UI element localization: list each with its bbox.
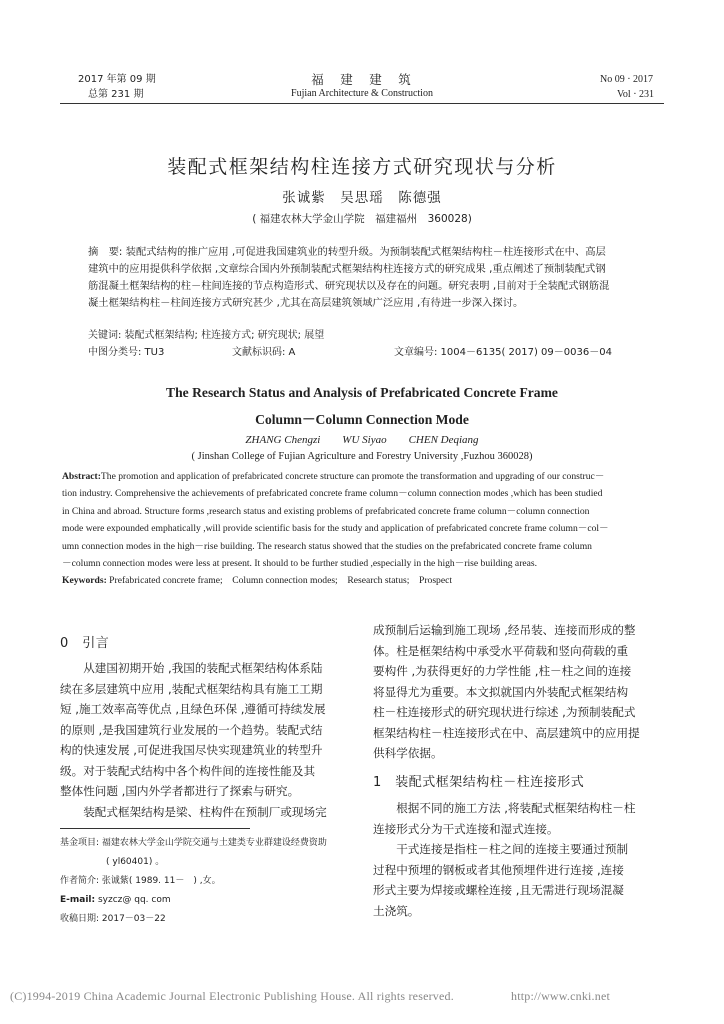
body-line: 要构件 ,为获得更好的力学性能 ,柱－柱之间的连接 (373, 664, 632, 678)
body-line: 连接形式分为干式连接和湿式连接。 (373, 821, 559, 836)
body-line: 根据不同的施工方法 ,将装配式框架结构柱－柱 (373, 801, 636, 815)
body-line: 土浇筑。 (373, 903, 420, 918)
body-line: 整体性问题 ,国内外学者都进行了探索与研究。 (60, 784, 300, 798)
article-number (394, 344, 612, 361)
abstract-en-line: The promotion and application of prefabricated concrete structure can promote the transformation and upgrading of our construc－ (100, 471, 605, 482)
paper-title-cn: 装配式框架结构柱连接方式研究现状与分析 (167, 156, 557, 178)
abstract-cn-line: 装配式结构的推广应用 ,可促进我国建筑业的转型升级。为预制装配式框架结构柱－柱连接形式在中、高层 (122, 246, 606, 258)
keywords-en-label: Keywords: (62, 575, 107, 587)
abstract-cn-label: 摘 要: (88, 246, 123, 258)
header-vol-right: Vol · 231 (617, 89, 655, 100)
article-no-label: 文章编号: (394, 347, 438, 358)
doc-code-label: 文献标识码: (232, 347, 286, 358)
footnote-email-label: E-mail: (60, 895, 96, 905)
paper-title-en-line1: The Research Status and Analysis of Prefabricated Concrete Frame (166, 385, 558, 400)
document-code (232, 344, 295, 361)
body-line: 将显得尤为重要。本文拟就国内外装配式框架结构 (373, 684, 629, 699)
clc-value: TU3 (141, 347, 165, 358)
section-1-heading: 1 装配式框架结构柱－柱连接形式 (373, 775, 585, 790)
abstract-cn (88, 244, 654, 312)
footnote-funding-cont: ( yl60401) 。 (106, 857, 165, 867)
body-line: 柱－柱连接形式的研究现状进行综述 ,为预制装配式 (373, 705, 636, 719)
authors-cn: 张诚紫 吴思瑶 陈德强 (282, 190, 442, 206)
body-line: 从建国初期开始 ,我国的装配式框架结构体系陆 (60, 661, 323, 675)
body-line: 干式连接是指柱－柱之间的连接主要通过预制 (373, 842, 629, 856)
body-line: 成预制后运输到施工现场 ,经吊装、连接而形成的整 (373, 623, 636, 637)
footnote-funding: 基金项目: 福建农林大学金山学院交通与土建类专业群建设经费资助 (60, 838, 327, 848)
body-line: 级。对于装配式结构中各个构件间的连接性能及其 (60, 763, 316, 778)
section-0-body (60, 658, 349, 822)
body-line: 构的快速发展 ,可促进我国尽快实现建筑业的转型升 (60, 743, 323, 757)
header-rule (60, 103, 664, 104)
keywords-cn (88, 327, 324, 344)
keywords-cn-text: 装配式框架结构; 柱连接方式; 研究现状; 展望 (121, 330, 325, 341)
body-line: 形式主要为焊接或螺栓连接 ,且无需进行现场混凝 (373, 883, 624, 897)
cnki-url[interactable]: http://www.cnki.net (511, 989, 611, 1003)
body-line: 续在多层建筑中应用 ,装配式框架结构具有施工工期 (60, 681, 323, 696)
header-journal-en: Fujian Architecture & Construction (291, 88, 433, 99)
footnote-email: syzcz@ qq. com (95, 895, 171, 905)
section-1-body (373, 798, 662, 921)
abstract-cn-line: 凝土框架结构柱－柱间连接方式研究甚少 ,尤其在高层建筑领域广泛应用 ,有待进一步深入探讨。 (88, 297, 524, 309)
header-issue-left: 2017 年第 09 期 (78, 74, 156, 85)
body-line: 过程中预埋的钢板或者其他预埋件进行连接 ,连接 (373, 862, 624, 877)
abstract-en-line: tion industry. Comprehensive the achievements of prefabricated concrete frame column－column connection modes ,which has been studied (62, 488, 603, 500)
abstract-cn-line: 筋混凝土框架结构的柱－柱间连接的节点构造形式、研究现状以及存在的问题。研究表明 ,目前对于全装配式钢筋混 (88, 280, 610, 292)
abstract-en-line: mode were expounded emphatically ,will provide scientific basis for the study and application of prefabricated concrete frame column－col－ (62, 523, 609, 535)
body-line: 供科学依据。 (373, 746, 443, 760)
footnote-rule (60, 828, 250, 829)
authors-en: ZHANG Chengzi WU Siyao CHEN Deqiang (245, 434, 479, 446)
abstract-cn-line: 建筑中的应用提供科学依据 ,文章综合国内外预制装配式框架结构柱连接方式的研究成果 ,重点阐述了预制装配式钢 (88, 263, 606, 275)
abstract-en-line: umn connection modes in the high－rise building. The research status showed that the studies on the prefabricated concrete frame column (62, 540, 592, 552)
cnki-copyright: (C)1994-2019 China Academic Journal Electronic Publishing House. All rights reserved. (10, 989, 454, 1003)
affiliation-cn: ( 福建农林大学金山学院 福建福州 360028) (252, 213, 472, 225)
body-line: 框架结构柱－柱连接形式在中、高层建筑中的应用提 (373, 725, 640, 740)
header-journal-cn: 福 建 建 筑 (311, 72, 413, 87)
header-issue-right: No 09 · 2017 (600, 74, 654, 85)
section-0-heading: 0 引言 (60, 636, 110, 651)
paper-title-en-line2: Column－Column Connection Mode (255, 412, 469, 427)
abstract-en (62, 468, 664, 590)
body-line: 装配式框架结构是梁、柱构件在预制厂或现场完 (60, 804, 327, 819)
footnote-received-date: 收稿日期: 2017－03－22 (60, 914, 166, 924)
intro-continued (373, 620, 662, 764)
keywords-cn-label: 关键词: (88, 330, 122, 341)
clc-label: 中图分类号: (88, 347, 142, 358)
abstract-en-line: in China and abroad. Structure forms ,research status and existing problems of prefabricated concrete frame column－column connection (62, 505, 590, 517)
doc-code-value: A (285, 347, 296, 358)
body-line: 短 ,施工效率高等优点 ,且绿色环保 ,遵循可持续发展 (60, 702, 326, 716)
clc-number (88, 344, 164, 361)
footnote-author-bio: 作者简介: 张诚紫( 1989. 11－ ) ,女。 (60, 876, 221, 886)
abstract-en-label: Abstract: (62, 471, 101, 482)
article-no-value: 1004－6135( 2017) 09－0036－04 (437, 347, 612, 358)
body-line: 的原则 ,是我国建筑行业发展的一个趋势。装配式结 (60, 722, 323, 737)
footnote (60, 834, 360, 929)
keywords-en-text: Prefabricated concrete frame; Column connection modes; Research status; Prospect (106, 575, 453, 587)
body-line: 体。柱是框架结构中承受水平荷载和竖向荷载的重 (373, 643, 629, 658)
affiliation-en: ( Jinshan College of Fujian Agriculture and Forestry University ,Fuzhou 360028) (191, 451, 533, 462)
abstract-en-line: －column connection modes were less at present. It should to be further studied ,especially in the high－rise building areas. (62, 558, 538, 570)
header-total-left: 总第 231 期 (88, 89, 144, 100)
